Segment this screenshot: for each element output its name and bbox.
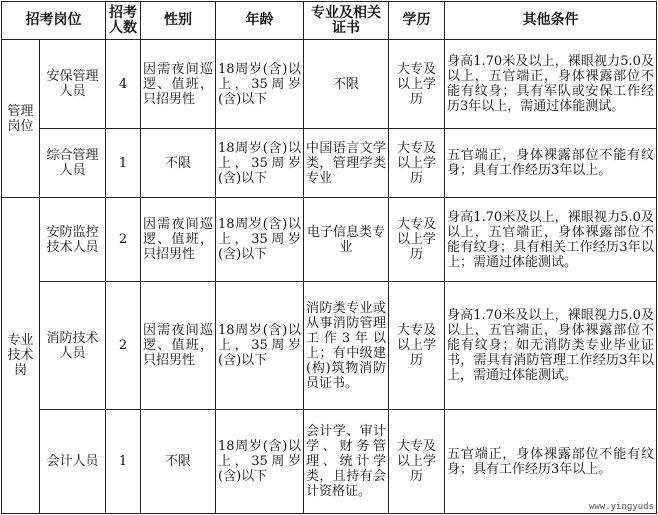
table-row bbox=[2, 282, 657, 410]
age-requirement: 18周岁(含)以上，35周岁(含)以下 bbox=[216, 129, 304, 198]
age-requirement: 18周岁(含)以上，35周岁(含)以下 bbox=[216, 198, 304, 282]
watermark-text: www.yingyuds bbox=[588, 502, 654, 512]
header-count: 招考人数 bbox=[106, 2, 141, 40]
header-row bbox=[2, 2, 657, 40]
education-requirement: 大专及以上学历 bbox=[389, 129, 445, 198]
position-count: 4 bbox=[106, 40, 141, 129]
major-requirement: 不限 bbox=[304, 40, 389, 129]
major-requirement: 电子信息类专业 bbox=[304, 198, 389, 282]
other-conditions: 身高1.70米及以上，裸眼视力5.0及以上，五官端正，身体裸露部位不能有纹身；如无消防类专业毕业证书，需具有消防管理工作经历3年以上，需通过体能测试。 bbox=[445, 282, 657, 410]
position-title: 安保管理人员 bbox=[40, 40, 106, 129]
major-requirement: 会计学、审计学、财务管理、统计学类，且持有会计资格证。 bbox=[304, 410, 389, 514]
position-title: 消防技术人员 bbox=[40, 282, 106, 410]
age-requirement: 18周岁(含)以上，35周岁(含)以下 bbox=[216, 410, 304, 514]
gender-requirement: 因需夜间巡逻、值班，只招男性 bbox=[141, 40, 216, 129]
header-position: 招考岗位 bbox=[2, 2, 106, 40]
category-management: 管理岗位 bbox=[2, 40, 40, 198]
other-conditions: 身高1.70米及以上，裸眼视力5.0及以上，五官端正，身体裸露部位不能有纹身；具有军队或安保工作经历3年以上，需通过体能测试。 bbox=[445, 40, 657, 129]
position-title: 会计人员 bbox=[40, 410, 106, 514]
gender-requirement: 因需夜间巡逻、值班，只招男性 bbox=[141, 282, 216, 410]
education-requirement: 大专及以上学历 bbox=[389, 198, 445, 282]
table-row bbox=[2, 410, 657, 514]
recruitment-table bbox=[1, 1, 657, 514]
position-count: 2 bbox=[106, 198, 141, 282]
header-major: 专业及相关证书 bbox=[304, 2, 389, 40]
header-age: 年龄 bbox=[216, 2, 304, 40]
gender-requirement: 因需夜间巡逻、值班，只招男性 bbox=[141, 198, 216, 282]
gender-requirement: 不限 bbox=[141, 129, 216, 198]
table-row bbox=[2, 129, 657, 198]
position-count: 1 bbox=[106, 410, 141, 514]
major-requirement: 中国语言文学类，管理学类专业 bbox=[304, 129, 389, 198]
position-title: 安防监控技术人员 bbox=[40, 198, 106, 282]
gender-requirement: 不限 bbox=[141, 410, 216, 514]
major-requirement: 消防类专业或从事消防管理工作3年以上；有中级建(构)筑物消防员证书。 bbox=[304, 282, 389, 410]
position-title: 综合管理人员 bbox=[40, 129, 106, 198]
age-requirement: 18周岁(含)以上，35周岁(含)以下 bbox=[216, 282, 304, 410]
category-technical: 专业技术岗 bbox=[2, 198, 40, 514]
header-other: 其他条件 bbox=[445, 2, 657, 40]
other-conditions: 身高1.70米及以上，裸眼视力5.0及以上，五官端正，身体裸露部位不能有纹身；具有相关工作经历3年以上；需通过体能测试。 bbox=[445, 198, 657, 282]
age-requirement: 18周岁(含)以上，35周岁(含)以下 bbox=[216, 40, 304, 129]
header-education: 学历 bbox=[389, 2, 445, 40]
education-requirement: 大专及以上学历 bbox=[389, 410, 445, 514]
table-row bbox=[2, 40, 657, 129]
position-count: 1 bbox=[106, 129, 141, 198]
position-count: 2 bbox=[106, 282, 141, 410]
other-conditions: 五官端正，身体裸露部位不能有纹身；具有工作经历3年以上。 bbox=[445, 410, 657, 514]
table-row bbox=[2, 198, 657, 282]
education-requirement: 大专及以上学历 bbox=[389, 40, 445, 129]
header-gender: 性别 bbox=[141, 2, 216, 40]
education-requirement: 大专及以上学历 bbox=[389, 282, 445, 410]
other-conditions: 五官端正，身体裸露部位不能有纹身；具有工作经历3年以上。 bbox=[445, 129, 657, 198]
